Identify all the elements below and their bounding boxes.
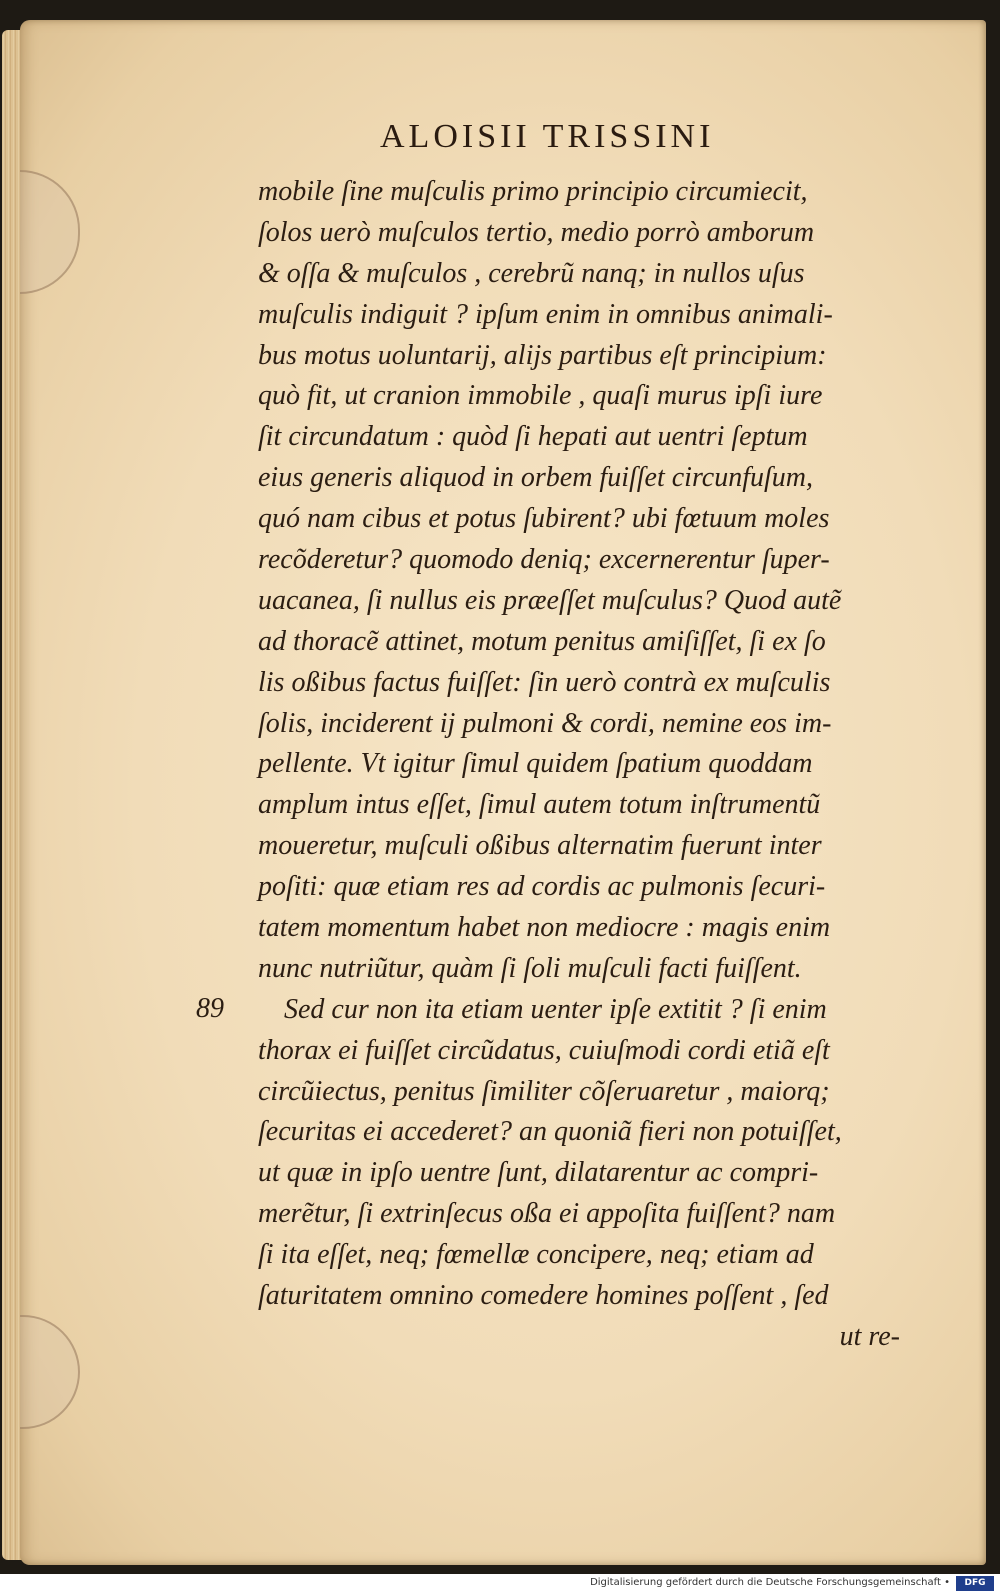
text-line: ſolos uerò muſculos tertio, medio porrò amborum: [258, 216, 815, 248]
text-line: moueretur, muſculi oßibus alternatim fuerunt inter: [258, 830, 822, 862]
text-line: tatem momentum habet non mediocre : magis enim: [258, 912, 831, 944]
text-line: ſi ita eſſet, neq; fœmellæ concipere, neq; etiam ad: [258, 1239, 814, 1271]
text-line: nunc nutriũtur, quàm ſi ſoli muſculi facti fuiſſent.: [258, 952, 802, 984]
margin-number: 89: [196, 993, 224, 1024]
text-line: amplum intus eſſet, ſimul autem totum inſtrumentũ: [258, 789, 821, 821]
text-line: ſit circundatum : quòd ſi hepati aut uentri ſeptum: [258, 421, 808, 453]
text-line: recõderetur? quomodo deniq; excernerentur ſuper-: [258, 544, 830, 576]
text-line: lis oßibus factus fuiſſet: ſin uerò contrà ex muſculis: [258, 666, 831, 698]
text-line: quó nam cibus et potus ſubirent? ubi fœtuum moles: [258, 503, 830, 535]
text-line: Sed cur non ita etiam uenter ipſe extitit ? ſi enim: [284, 993, 827, 1025]
running-head: ALOISII TRISSINI: [380, 118, 715, 155]
text-line: ſolis, inciderent ij pulmoni & cordi, nemine eos im-: [258, 707, 832, 739]
text-line: thorax ei fuiſſet circũdatus, cuiuſmodi cordi etiã eſt: [258, 1034, 830, 1066]
text-line: ſecuritas ei accederet? an quoniã fieri non potuiſſet,: [258, 1116, 842, 1148]
text-line: muſculis indiguit ? ipſum enim in omnibus animali-: [258, 298, 833, 330]
dfg-logo: DFG: [956, 1576, 994, 1591]
text-line: ad thoracẽ attinet, motum penitus amiſiſſet, ſi ex ſo: [258, 625, 826, 657]
text-line: merẽtur, ſi extrinſecus oßa ei appoſita fuiſſent? nam: [258, 1198, 836, 1230]
body-text: [258, 172, 908, 1358]
text-line: ut quæ in ipſo uentre ſunt, dilatarentur ac compri-: [258, 1157, 819, 1189]
text-line: quò fit, ut cranion immobile , quaſi murus ipſi iure: [258, 380, 823, 412]
page-clip-bottom: [20, 1315, 80, 1429]
text-line: eius generis aliquod in orbem fuiſſet circunfuſum,: [258, 462, 814, 494]
funding-credit: Digitalisierung gefördert durch die Deutsche Forschungsgemeinschaft •: [590, 1577, 950, 1588]
footer-bar: [0, 1574, 1000, 1594]
text-line: uacanea, ſi nullus eis præeſſet muſculus? Quod autẽ: [258, 584, 842, 616]
text-line: bus motus uoluntarij, alijs partibus eſt principium:: [258, 339, 827, 371]
catchword: ut re-: [839, 1320, 900, 1352]
text-line: mobile ſine muſculis primo principio circumiecit,: [258, 176, 808, 207]
text-line: circũiectus, penitus ſimiliter cõſeruaretur , maiorq;: [258, 1075, 830, 1107]
text-line: poſiti: quæ etiam res ad cordis ac pulmonis ſecuri-: [258, 871, 826, 903]
text-line: ſaturitatem omnino comedere homines poſſent , ſed: [258, 1280, 829, 1312]
text-line: pellente. Vt igitur ſimul quidem ſpatium quoddam: [258, 748, 813, 780]
text-line: & oſſa & muſculos , cerebrũ nanq; in nullos uſus: [258, 257, 805, 289]
page-clip-top: [20, 170, 80, 294]
